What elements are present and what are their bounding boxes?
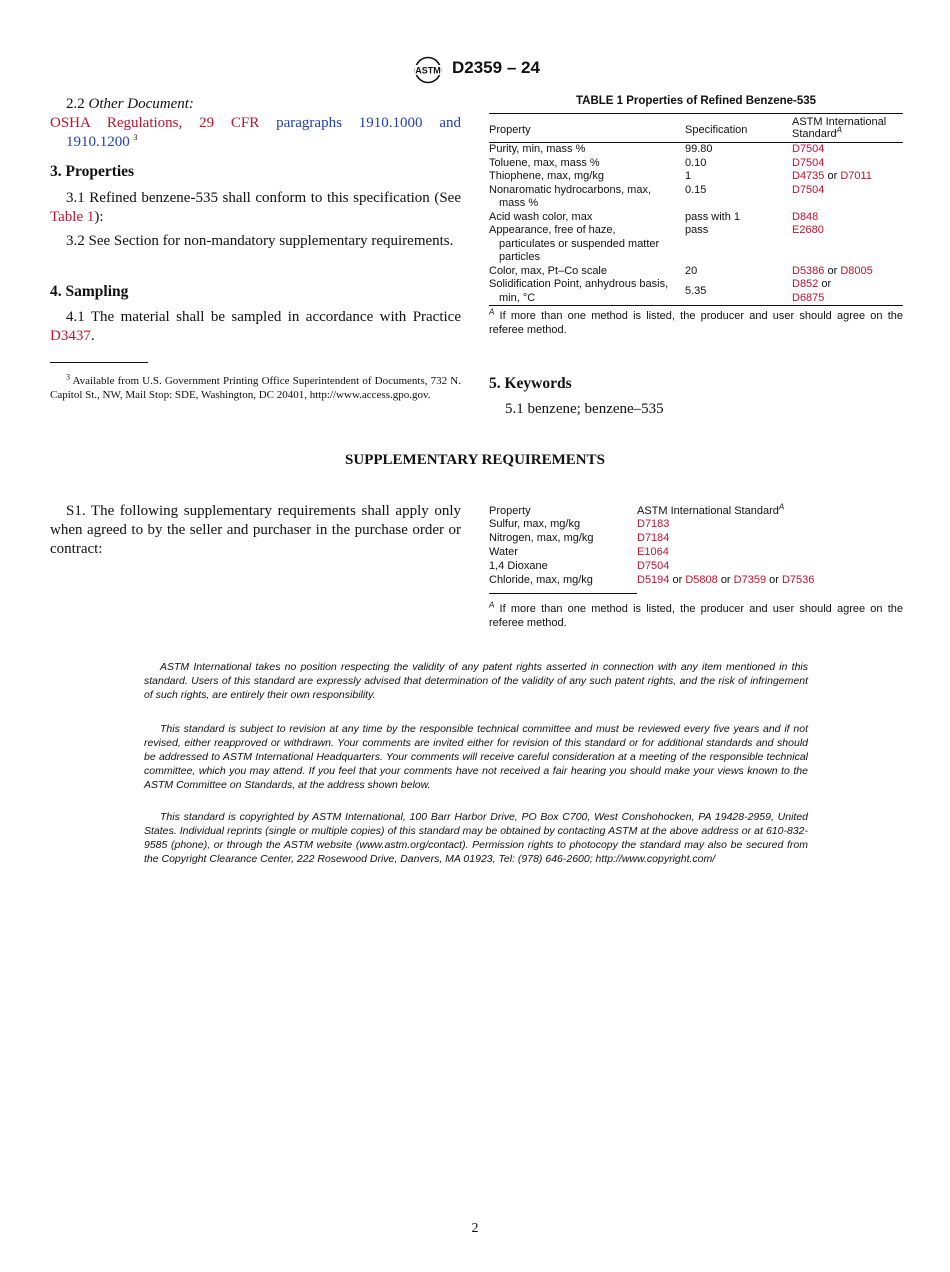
table-row bbox=[489, 143, 903, 157]
standard-link[interactable]: D4735 bbox=[792, 170, 825, 182]
standard-link[interactable]: D7504 bbox=[792, 143, 825, 155]
standard-cell bbox=[792, 265, 903, 279]
col-header-standard-sup: A bbox=[836, 125, 842, 135]
spec-cell: 20 bbox=[685, 264, 698, 277]
para-4-1-end: . bbox=[90, 328, 95, 344]
table-row bbox=[489, 573, 903, 587]
paragraphs-link-part1[interactable]: paragraphs 1910.1000 and bbox=[276, 115, 462, 131]
standard-cell bbox=[637, 545, 903, 559]
table-row bbox=[489, 211, 903, 225]
notice-patent bbox=[144, 660, 808, 702]
or-text: or bbox=[769, 574, 779, 586]
standard-cell bbox=[792, 224, 903, 265]
table-row bbox=[489, 531, 903, 545]
para-4-1-text: 4.1 The material shall be sampled in accordance with Practice bbox=[66, 309, 461, 325]
standard-link[interactable]: E2680 bbox=[792, 224, 824, 236]
notice-copyright-text: This standard is copyrighted by ASTM International, 100 Barr Harbor Drive, PO Box C700, West Conshohocken, PA 19428-2959, United States. Individual reprints (single or multiple copies) of this standard may be obtained by contacting ASTM at the above address or at 610-832-9585 (phone), or through the ASTM website (www.astm.org/contact). Permission rights to photocopy the standard may also be secured from the Copyright Clearance Center, 222 Rosewood Drive, Danvers, MA 01923, Tel: (978) 646-2600; http://www.copyright.com/ bbox=[144, 811, 808, 865]
property-cell: Solidification Point, anhydrous basis, min, °C bbox=[489, 278, 669, 304]
footnote-number: 3 bbox=[66, 372, 70, 382]
section-number: 2.2 bbox=[66, 96, 85, 112]
standard-cell bbox=[637, 573, 903, 587]
para-3-1-text: 3.1 Refined benzene-535 shall conform to this specification (See bbox=[66, 190, 461, 206]
table-row bbox=[489, 184, 903, 211]
spec-cell: 99.80 bbox=[685, 143, 713, 155]
col-header-standard-text: ASTM International Standard bbox=[792, 116, 887, 140]
spec-cell: pass with 1 bbox=[685, 210, 741, 223]
property-cell: Nitrogen, max, mg/kg bbox=[489, 532, 594, 544]
property-cell: Sulfur, max, mg/kg bbox=[489, 518, 581, 530]
standard-link[interactable]: D5808 bbox=[685, 574, 718, 586]
property-cell: Purity, min, mass % bbox=[489, 143, 586, 155]
standard-cell bbox=[792, 157, 903, 171]
section-title: Other Document: bbox=[88, 96, 194, 112]
keywords-text: 5.1 benzene; benzene–535 bbox=[505, 401, 664, 417]
standard-link[interactable]: D7504 bbox=[792, 183, 825, 196]
col-header-specification: Specification bbox=[685, 124, 748, 136]
para-3-2: 3.2 See Section for non-mandatory supplementary requirements. bbox=[66, 233, 454, 249]
property-cell: Acid wash color, max bbox=[489, 210, 593, 223]
spec-cell: 0.15 bbox=[685, 183, 707, 196]
t2-col-header-standard-sup: A bbox=[778, 502, 785, 512]
standard-link[interactable]: D852 bbox=[792, 278, 819, 290]
para-4-1 bbox=[50, 308, 461, 346]
table-1-link[interactable]: Table 1 bbox=[50, 209, 95, 225]
supplementary-s1: S1. The following supplementary requirements shall apply only when agreed to by the seller and purchaser in the purchase order or contract: bbox=[50, 503, 461, 557]
table-2-footnote-text: If more than one method is listed, the producer and user should agree on the referee method. bbox=[489, 603, 903, 629]
or-text: or bbox=[720, 574, 731, 586]
standard-link[interactable]: D8005 bbox=[840, 264, 873, 277]
notice-revision bbox=[144, 722, 808, 792]
property-cell: Toluene, max, mass % bbox=[489, 156, 600, 169]
table-1-footnote-sup: A bbox=[489, 307, 495, 317]
table-1-footnote bbox=[489, 309, 903, 337]
table-2 bbox=[489, 502, 903, 630]
t2-col-header-standard-text: ASTM International Standard bbox=[637, 505, 779, 517]
table-row bbox=[489, 545, 903, 559]
spec-cell: 1 bbox=[685, 170, 692, 182]
standard-link[interactable]: D7359 bbox=[733, 574, 767, 586]
footnote-text: Available from U.S. Government Printing Office Superintendent of Documents, 732 N. Capitol St., NW, Mail Stop: SDE, Washington, DC 20401, http://www.access.gpo.gov. bbox=[50, 375, 461, 401]
standard-cell bbox=[792, 143, 903, 157]
document-id: D2359 – 24 bbox=[452, 58, 540, 77]
spec-cell: pass bbox=[685, 224, 709, 236]
footnote-divider bbox=[50, 362, 148, 363]
or-text: or bbox=[672, 574, 683, 586]
property-cell: 1,4 Dioxane bbox=[489, 560, 548, 572]
table-1 bbox=[489, 113, 903, 337]
standard-cell bbox=[792, 278, 903, 306]
table-row bbox=[489, 517, 903, 531]
para-3-1 bbox=[50, 189, 461, 227]
standard-link[interactable]: D7536 bbox=[781, 574, 815, 586]
page-number: 2 bbox=[471, 1221, 479, 1236]
or-text: or bbox=[827, 170, 838, 182]
supplementary-heading: SUPPLEMENTARY REQUIREMENTS bbox=[345, 452, 605, 468]
property-cell: Nonaromatic hydrocarbons, max, mass % bbox=[489, 183, 652, 209]
page-header bbox=[0, 56, 950, 84]
t2-col-header-standard bbox=[637, 502, 903, 517]
section-2-2 bbox=[50, 95, 461, 152]
table-row bbox=[489, 559, 903, 573]
standard-link[interactable]: D5386 bbox=[792, 264, 825, 277]
property-cell: Chloride, max, mg/kg bbox=[489, 574, 593, 586]
standard-cell bbox=[637, 559, 903, 573]
table-row bbox=[489, 224, 903, 265]
d3437-link[interactable]: D3437 bbox=[50, 328, 91, 344]
table-2-footnote bbox=[489, 602, 903, 630]
standard-link[interactable]: D7504 bbox=[792, 156, 825, 169]
t2-col-header-property: Property bbox=[489, 505, 531, 517]
or-text: or bbox=[827, 264, 838, 277]
table-2-footnote-sup: A bbox=[489, 600, 495, 610]
standard-cell bbox=[637, 531, 903, 545]
spec-cell: 0.10 bbox=[685, 156, 707, 169]
col-header-property: Property bbox=[489, 124, 531, 136]
property-cell: Color, max, Pt–Co scale bbox=[489, 264, 607, 277]
footnote-3 bbox=[50, 374, 461, 402]
keywords-heading: 5. Keywords bbox=[489, 375, 572, 392]
svg-text:ASTM: ASTM bbox=[415, 65, 441, 76]
standard-link[interactable]: E1064 bbox=[637, 546, 669, 558]
sampling-heading: 4. Sampling bbox=[50, 283, 129, 300]
standard-link[interactable]: D848 bbox=[792, 210, 819, 223]
properties-heading: 3. Properties bbox=[50, 163, 135, 180]
table-1-footnote-text: If more than one method is listed, the producer and user should agree on the referee method. bbox=[489, 310, 903, 336]
table-row bbox=[489, 265, 903, 279]
spec-cell: 5.35 bbox=[685, 284, 707, 297]
standard-cell bbox=[792, 211, 903, 225]
or-text: or bbox=[821, 278, 832, 290]
col-header-standard bbox=[792, 114, 903, 143]
notice-copyright bbox=[144, 810, 808, 866]
standard-link[interactable]: D7183 bbox=[637, 518, 670, 530]
table-1-title: TABLE 1 Properties of Refined Benzene-535 bbox=[575, 95, 817, 107]
table-row bbox=[489, 278, 903, 306]
standard-cell bbox=[637, 517, 903, 531]
property-cell: Appearance, free of haze, particulates or suspended matter particles bbox=[489, 224, 660, 263]
paragraphs-link-part2[interactable]: 1910.1200 bbox=[66, 134, 130, 150]
standard-link[interactable]: D7504 bbox=[637, 560, 670, 572]
notice-patent-text: ASTM International takes no position respecting the validity of any patent rights asserted in connection with any item mentioned in this standard. Users of this standard are expressly advised that determination of the validity of any such patent rights, and the risk of infringement of such rights, are entirely their own responsibility. bbox=[144, 661, 808, 701]
astm-logo-icon bbox=[412, 56, 444, 84]
osha-regulations-link[interactable]: OSHA Regulations, 29 CFR bbox=[50, 115, 260, 131]
property-cell: Thiophene, max, mg/kg bbox=[489, 170, 604, 182]
standard-link[interactable]: D7184 bbox=[637, 532, 670, 544]
standard-cell bbox=[792, 184, 903, 211]
table-row bbox=[489, 170, 903, 184]
standard-cell bbox=[792, 170, 903, 184]
standard-link[interactable]: D7011 bbox=[840, 170, 872, 182]
para-3-1-end: ): bbox=[94, 209, 104, 225]
notice-revision-text: This standard is subject to revision at any time by the responsible technical committee and must be reviewed every five years and if not revised, either reapproved or withdrawn. Your comments are invited either for revision of this standard or for additional standards and should be addressed to ASTM International Headquarters. Your comments will receive careful consideration at a meeting of the responsible technical committee, which you may attend. If you feel that your comments have not received a fair hearing you should make your views known to the ASTM Committee on Standards, at the address shown below. bbox=[144, 723, 808, 791]
footnote-ref[interactable]: 3 bbox=[133, 133, 138, 142]
standard-link[interactable]: D5194 bbox=[637, 574, 670, 586]
table-row bbox=[489, 157, 903, 171]
property-cell: Water bbox=[489, 546, 518, 558]
standard-link[interactable]: D6875 bbox=[792, 291, 825, 304]
table-2-divider bbox=[489, 593, 637, 594]
